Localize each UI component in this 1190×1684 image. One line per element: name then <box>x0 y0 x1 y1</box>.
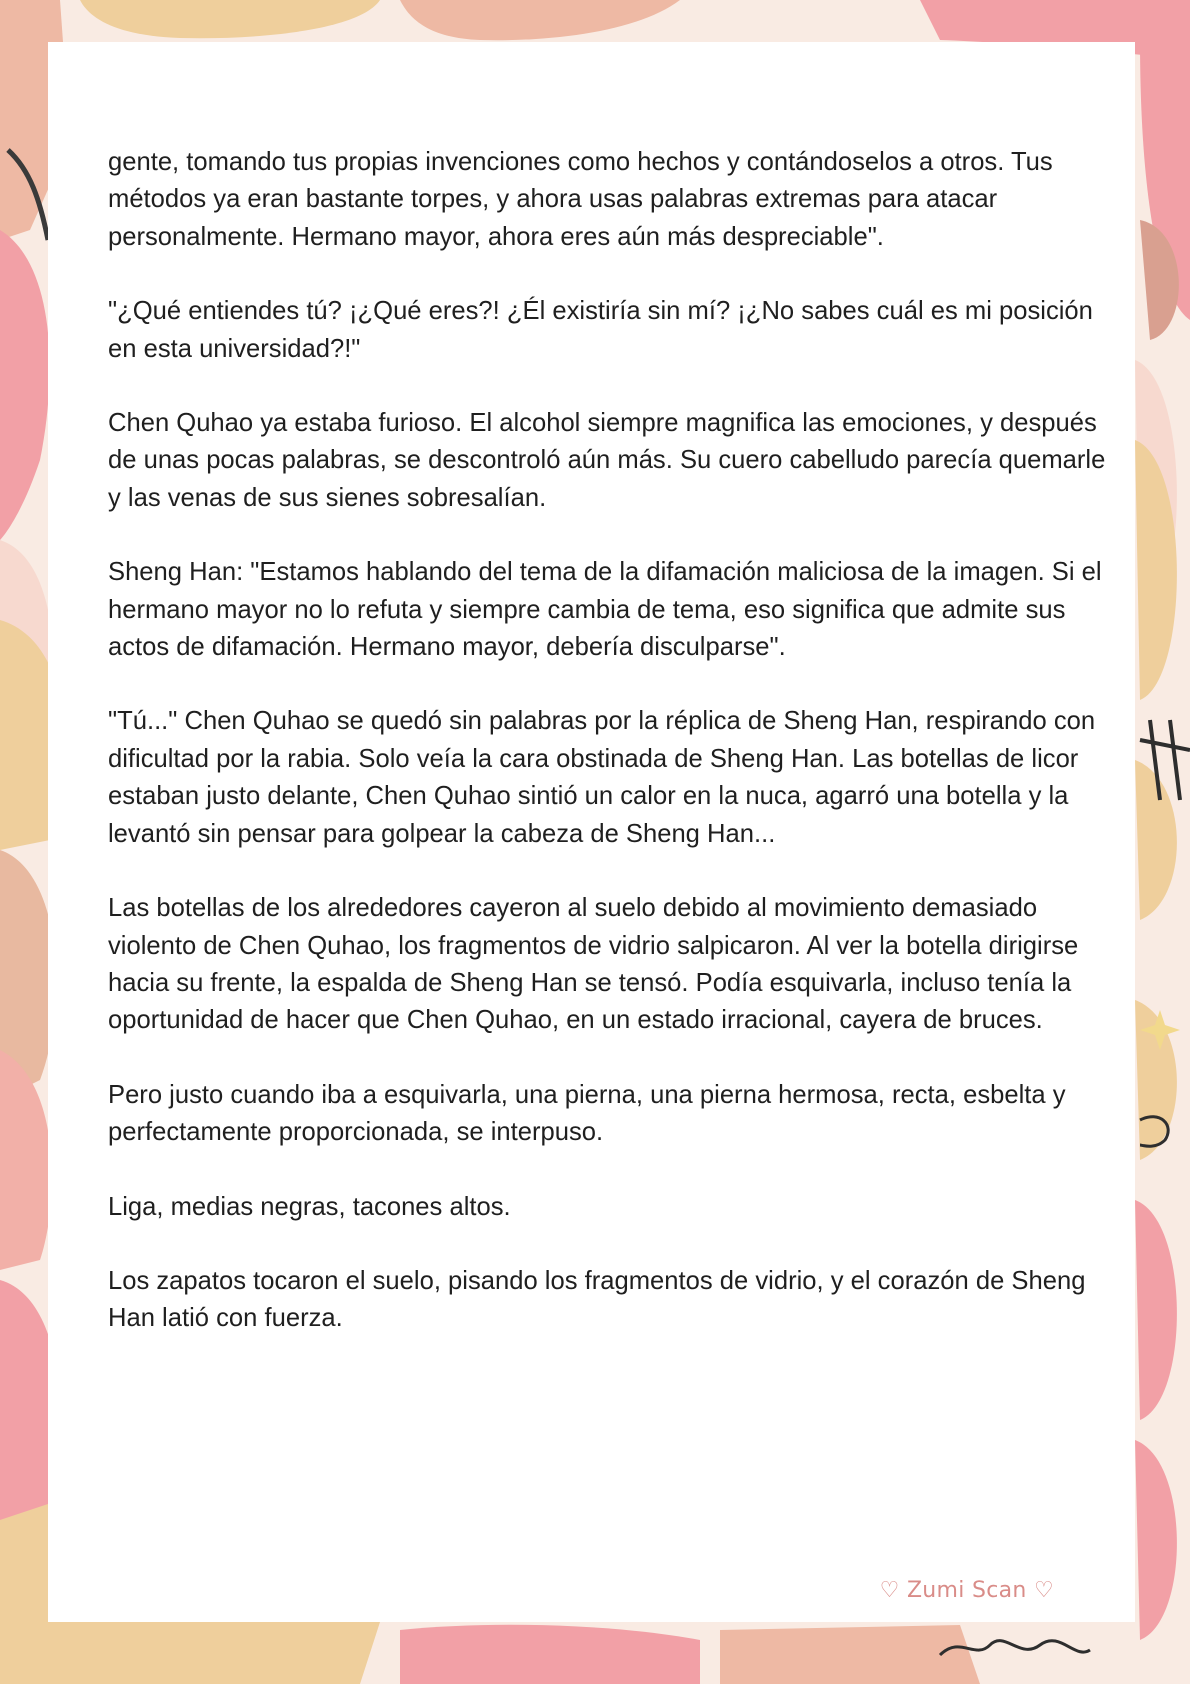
paragraph: Los zapatos tocaron el suelo, pisando los fragmentos de vidrio, y el corazón de Sheng Han latió con fuerza. <box>108 1266 1086 1333</box>
chapter-text <box>108 144 1108 1375</box>
paragraph: Pero justo cuando iba a esquivarla, una pierna, una pierna hermosa, recta, esbelta y perfectamente proporcionada, se interpuso. <box>108 1080 1066 1147</box>
paragraph: Sheng Han: "Estamos hablando del tema de la difamación maliciosa de la imagen. Si el hermano mayor no lo refuta y siempre cambia de tema, eso significa que admite sus actos de difamación. Hermano mayor, debería disculparse". <box>108 558 1102 662</box>
paragraph: "Tú..." Chen Quhao se quedó sin palabras por la réplica de Sheng Han, respirando con dificultad por la rabia. Solo veía la cara obstinada de Sheng Han. Las botellas de licor estaban justo delante, Chen Quhao sintió un calor en la nuca, agarró una botella y la levantó sin pensar para golpear la cabeza de Sheng Han... <box>108 707 1096 848</box>
paragraph: "¿Qué entiendes tú? ¡¿Qué eres?! ¿Él existiría sin mí? ¡¿No sabes cuál es mi posición en esta universidad?!" <box>108 297 1093 363</box>
paragraph: Las botellas de los alrededores cayeron al suelo debido al movimiento demasiado violento de Chen Quhao, los fragmentos de vidrio salpicaron. Al ver la botella dirigirse hacia su frente, la espalda de Sheng Han se tensó. Podía esquivarla, incluso tenía la oportunidad de hacer que Chen Quhao, en un estado irracional, cayera de bruces. <box>108 894 1079 1035</box>
paragraph: Chen Quhao ya estaba furioso. El alcohol siempre magnifica las emociones, y después de unas pocas palabras, se descontroló aún más. Su cuero cabelludo parecía quemarle y las venas de sus sienes sobresalían. <box>108 409 1106 512</box>
paragraph: Liga, medias negras, tacones altos. <box>108 1192 511 1221</box>
page-sheet <box>48 42 1135 1622</box>
paragraph: gente, tomando tus propias invenciones como hechos y contándoselos a otros. Tus métodos ya eran bastante torpes, y ahora usas palabras extremas para atacar personalmente. Hermano mayor, ahora eres aún más despreciable". <box>108 148 1053 251</box>
scanlation-watermark: ♡ Zumi Scan ♡ <box>879 1578 1054 1603</box>
